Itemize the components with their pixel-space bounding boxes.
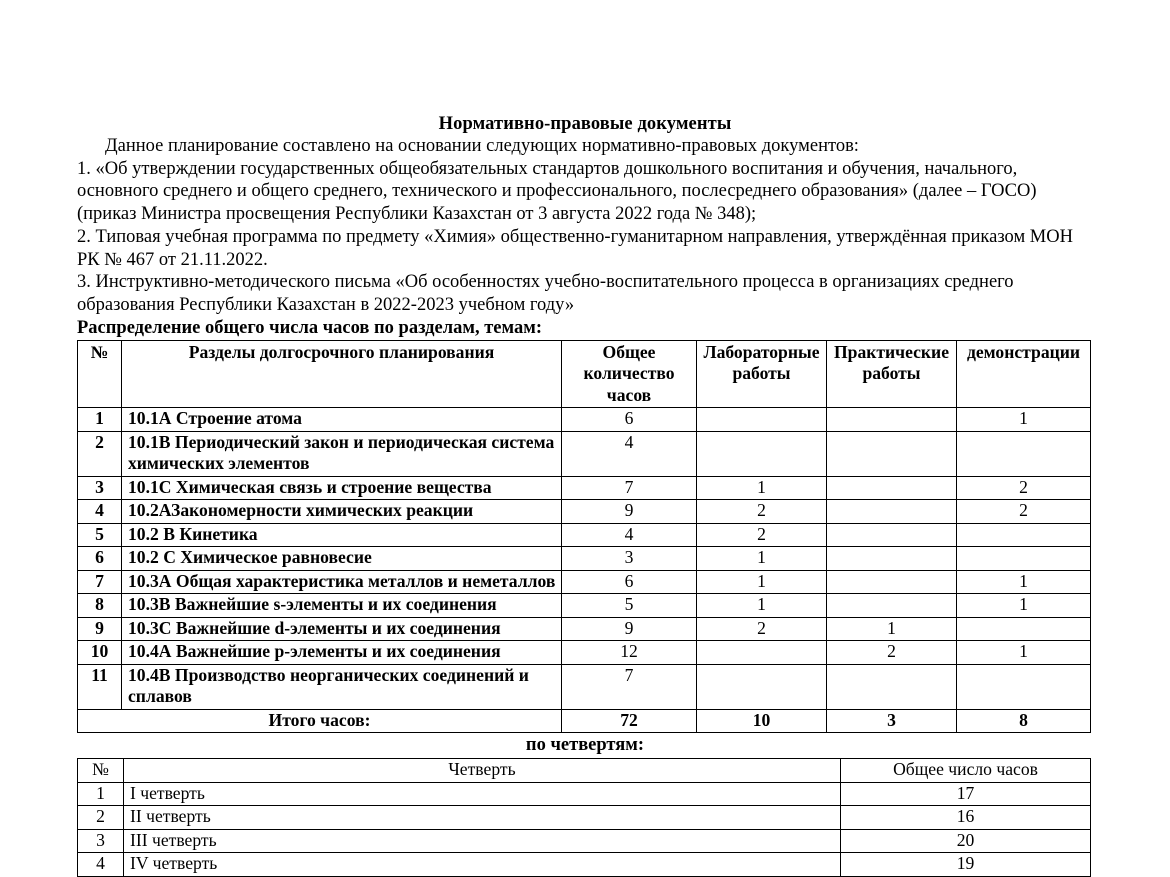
table-row — [78, 547, 1091, 571]
row-lab-works — [697, 431, 827, 476]
table-row — [78, 617, 1091, 641]
row-num: 2 — [78, 431, 122, 476]
row-total-hours: 4 — [562, 523, 697, 547]
row-section-name: 10.4В Производство неорганических соединений и сплавов — [122, 664, 562, 709]
header-quarter-hours: Общее число часов — [841, 759, 1091, 783]
row-lab-works: 1 — [697, 594, 827, 618]
row-total-hours: 6 — [562, 570, 697, 594]
row-section-name: 10.4А Важнейшие р-элементы и их соединения — [122, 641, 562, 665]
header-quarter: Четверть — [124, 759, 841, 783]
table-row — [78, 829, 1091, 853]
row-section-name: 10.3А Общая характеристика металлов и неметаллов — [122, 570, 562, 594]
row-section-name: 10.1В Периодический закон и периодическая система химических элементов — [122, 431, 562, 476]
page-title: Нормативно-правовые документы — [438, 114, 732, 134]
row-demonstrations — [957, 547, 1091, 571]
row-lab-works — [697, 641, 827, 665]
row-practical-works — [827, 500, 957, 524]
row-section-name: 10.3С Важнейшие d-элементы и их соединения — [122, 617, 562, 641]
row-num: 1 — [78, 408, 122, 432]
row-total-hours: 4 — [562, 431, 697, 476]
row-total-hours: 5 — [562, 594, 697, 618]
table-row — [78, 570, 1091, 594]
row-section-name: 10.1А Строение атома — [122, 408, 562, 432]
row-total-hours: 7 — [562, 476, 697, 500]
row-section-name: 10.2 С Химическое равновесие — [122, 547, 562, 571]
row-demonstrations: 1 — [957, 570, 1091, 594]
table-row — [78, 806, 1091, 830]
row-total-hours: 9 — [562, 500, 697, 524]
row-quarter: IV четверть — [124, 853, 841, 877]
header-total-hours: Общее количество часов — [562, 340, 697, 408]
row-num: 4 — [78, 853, 124, 877]
header-lab-works: Лабораторные работы — [697, 340, 827, 408]
row-practical-works — [827, 547, 957, 571]
row-practical-works: 1 — [827, 617, 957, 641]
hours-table-head — [78, 340, 1091, 408]
row-quarter: II четверть — [124, 806, 841, 830]
row-demonstrations: 2 — [957, 476, 1091, 500]
hours-table-foot — [78, 709, 1091, 733]
row-num: 1 — [78, 782, 124, 806]
row-demonstrations — [957, 431, 1091, 476]
row-total-hours: 7 — [562, 664, 697, 709]
hours-section-label: Распределение общего числа часов по разделам, темам: — [77, 317, 543, 338]
table-row — [78, 664, 1091, 709]
row-demonstrations — [957, 617, 1091, 641]
row-num: 3 — [78, 829, 124, 853]
quarters-section-label: по четвертям: — [525, 735, 645, 756]
hours-distribution-table — [77, 340, 1091, 734]
table-row — [78, 782, 1091, 806]
row-num: 4 — [78, 500, 122, 524]
row-total-hours: 3 — [562, 547, 697, 571]
row-num: 9 — [78, 617, 122, 641]
intro-section — [77, 135, 1093, 317]
quarters-table-head — [78, 759, 1091, 783]
row-practical-works — [827, 408, 957, 432]
header-sections: Разделы долгосрочного планирования — [122, 340, 562, 408]
row-section-name: 10.2АЗакономерности химических реакции — [122, 500, 562, 524]
table-row — [78, 408, 1091, 432]
row-practical-works — [827, 570, 957, 594]
table-header-row — [78, 340, 1091, 408]
row-lab-works: 1 — [697, 547, 827, 571]
table-row — [78, 476, 1091, 500]
totals-label: Итого часов: — [78, 709, 562, 733]
totals-row — [78, 709, 1091, 733]
row-demonstrations: 1 — [957, 641, 1091, 665]
row-num: 3 — [78, 476, 122, 500]
table-row — [78, 641, 1091, 665]
row-section-name: 10.1С Химическая связь и строение вещества — [122, 476, 562, 500]
row-section-name: 10.3В Важнейшие s-элементы и их соединения — [122, 594, 562, 618]
row-total-hours: 9 — [562, 617, 697, 641]
row-practical-works — [827, 664, 957, 709]
row-lab-works: 2 — [697, 617, 827, 641]
table-row — [78, 594, 1091, 618]
intro-item-3: 3. Инструктивно-методического письма «Об особенностях учебно-воспитательного процесса в организациях среднего образования Республики Казахстан в 2022-2023 учебном году» — [77, 272, 1014, 315]
row-demonstrations: 1 — [957, 408, 1091, 432]
table-row — [78, 853, 1091, 877]
row-demonstrations — [957, 523, 1091, 547]
totals-practical-works: 3 — [827, 709, 957, 733]
row-lab-works: 2 — [697, 523, 827, 547]
row-lab-works: 1 — [697, 476, 827, 500]
row-hours: 16 — [841, 806, 1091, 830]
row-demonstrations — [957, 664, 1091, 709]
row-num: 5 — [78, 523, 122, 547]
intro-lead: Данное планирование составлено на основании следующих нормативно-правовых документов: — [105, 136, 859, 156]
table-header-row — [78, 759, 1091, 783]
row-num: 2 — [78, 806, 124, 830]
hours-table-body — [78, 408, 1091, 710]
quarters-table-body — [78, 782, 1091, 876]
row-lab-works: 1 — [697, 570, 827, 594]
row-practical-works — [827, 476, 957, 500]
row-demonstrations: 1 — [957, 594, 1091, 618]
quarters-table — [77, 758, 1091, 877]
row-hours: 19 — [841, 853, 1091, 877]
intro-item-1: 1. «Об утверждении государственных общеобязательных стандартов дошкольного воспитания и обучения, начального, основного среднего и общего среднего, технического и профессионального, послесреднего образования» (далее – ГОСО) (приказ Министра просвещения Республики Казахстан от 3 августа 2022 года № 348); — [77, 158, 1037, 225]
header-practical-works: Практические работы — [827, 340, 957, 408]
row-num: 6 — [78, 547, 122, 571]
row-num: 7 — [78, 570, 122, 594]
row-practical-works: 2 — [827, 641, 957, 665]
row-quarter: III четверть — [124, 829, 841, 853]
header-demonstrations: демонстрации — [957, 340, 1091, 408]
row-section-name: 10.2 В Кинетика — [122, 523, 562, 547]
row-practical-works — [827, 431, 957, 476]
intro-item-2: 2. Типовая учебная программа по предмету «Химия» общественно-гуманитарном направления, утверждённая приказом МОН РК № 467 от 21.11.2022. — [77, 226, 1073, 270]
row-demonstrations: 2 — [957, 500, 1091, 524]
row-practical-works — [827, 523, 957, 547]
totals-demonstrations: 8 — [957, 709, 1091, 733]
row-lab-works: 2 — [697, 500, 827, 524]
table-row — [78, 500, 1091, 524]
table-row — [78, 523, 1091, 547]
row-num: 10 — [78, 641, 122, 665]
row-num: 11 — [78, 664, 122, 709]
row-lab-works — [697, 664, 827, 709]
row-total-hours: 6 — [562, 408, 697, 432]
row-total-hours: 12 — [562, 641, 697, 665]
totals-lab-works: 10 — [697, 709, 827, 733]
row-hours: 17 — [841, 782, 1091, 806]
row-hours: 20 — [841, 829, 1091, 853]
row-practical-works — [827, 594, 957, 618]
header-num: № — [78, 340, 122, 408]
row-quarter: I четверть — [124, 782, 841, 806]
table-row — [78, 431, 1091, 476]
totals-total-hours: 72 — [562, 709, 697, 733]
row-lab-works — [697, 408, 827, 432]
header-quarter-num: № — [78, 759, 124, 783]
row-num: 8 — [78, 594, 122, 618]
